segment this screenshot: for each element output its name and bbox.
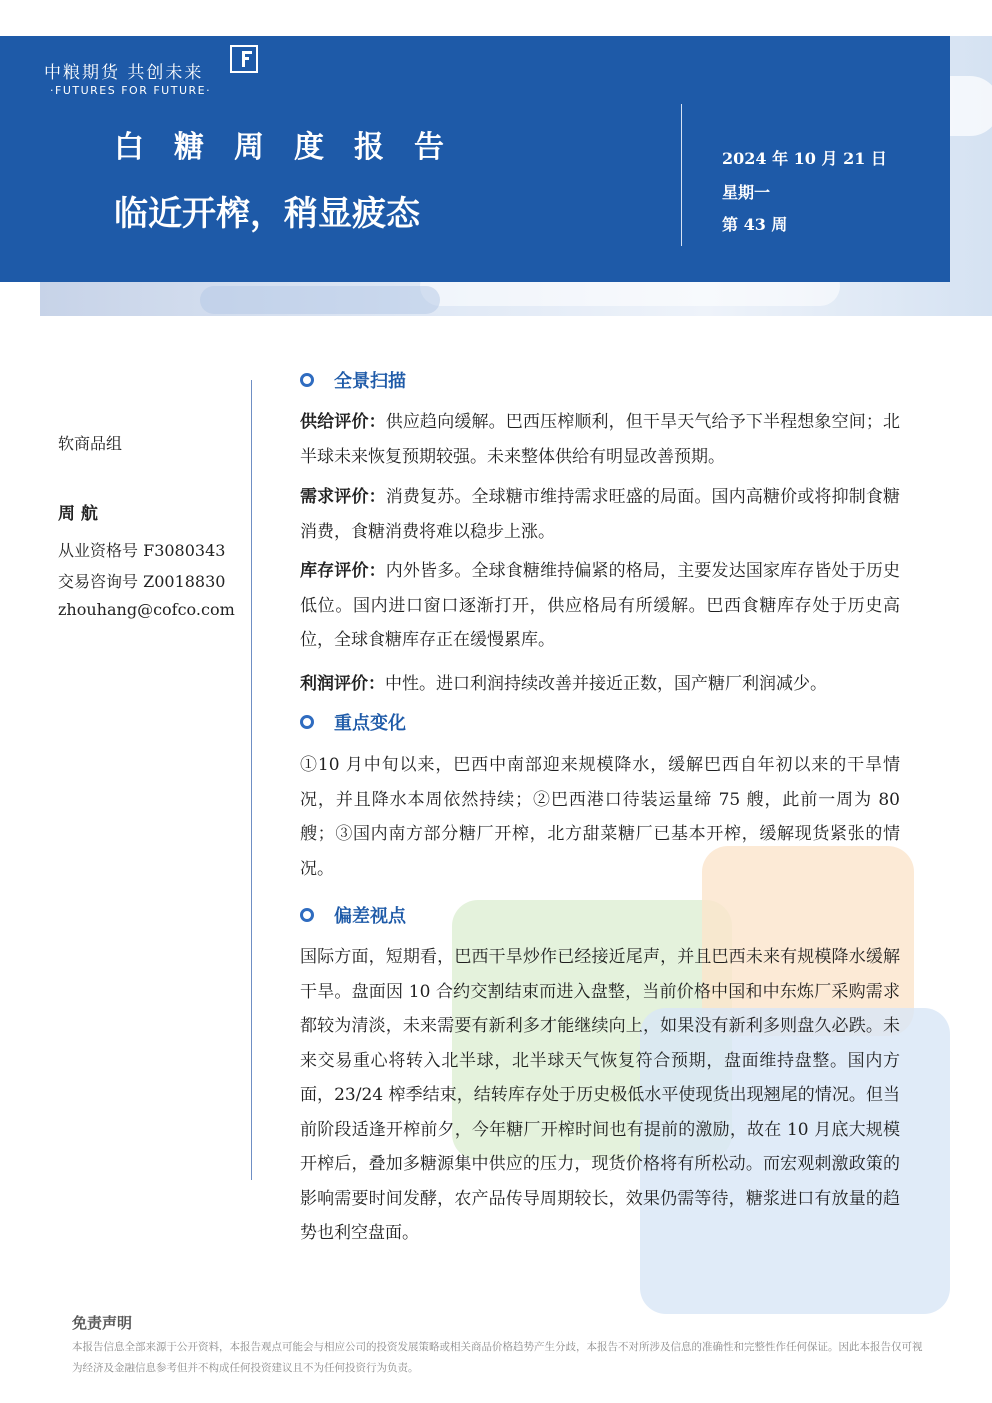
company-logo-text: 中粮期货 共创未来 — [44, 63, 204, 83]
overview-profit — [300, 667, 900, 702]
overview-supply — [300, 405, 900, 474]
section-overview-heading — [300, 367, 406, 393]
view-paragraph: 国际方面，短期看，巴西干旱炒作已经接近尾声，并且巴西未来有规模降水缓解干旱。盘面因 10 合约交割结束而进入盘整，当前价格中国和中东炼厂采购需求都较为清淡，未来需要有新利多才能继续向上，如果没有新利多则盘久必跌。未来交易重心将转入北半球，北半球天气恢复符合预期，盘面维持盘整。国内方面，23/24 榨季结束，结转库存处于历史极低水平使现货出现翘尾的情况。但当前阶段适逢开榨前夕，今年糖厂开榨时间也有提前的激励，故在 10 月底大规模开榨后，叠加多糖源集中供应的压力，现货价格将有所松动。而宏观刺激政策的影响需要时间发酵，农产品传导周期较长，效果仍需等待，糖浆进口有放量的趋势也利空盘面。 — [300, 947, 900, 1243]
overview-demand — [300, 480, 900, 549]
section-view-heading — [300, 902, 406, 928]
report-weekday: 星期一 — [722, 183, 771, 202]
report-headline: 临近开榨，稍显疲态 — [114, 194, 420, 234]
header-divider — [681, 104, 682, 246]
overview-label: 供给评价： — [300, 412, 386, 432]
author-name: 周 航 — [58, 504, 98, 524]
bullet-circle-icon — [300, 373, 314, 387]
section-title: 全景扫描 — [334, 371, 406, 392]
author-consulting-id: 交易咨询号 Z0018830 — [58, 572, 226, 591]
report-week: 第 43 周 — [722, 215, 788, 234]
disclaimer-text: 本报告信息全部来源于公开资料，本报告观点可能会与相应公司的投资发展策略或相关商品价格趋势产生分歧，本报告不对所涉及信息的准确性和完整性作任何保证。因此本报告仅可视为经济及金融信息参考但并不构成任何投资建议且不为任何投资行为负责。 — [72, 1341, 923, 1374]
bullet-circle-icon — [300, 908, 314, 922]
overview-text: 供应趋向缓解。巴西压榨顺利，但干旱天气给予下半程想象空间；北半球未来恢复预期较强。未来整体供给有明显改善预期。 — [300, 412, 901, 467]
section-title: 偏差视点 — [334, 906, 406, 927]
column-divider — [251, 380, 252, 1180]
overview-text: 消费复苏。全球糖市维持需求旺盛的局面。国内高糖价或将抑制食糖消费，食糖消费将难以稳步上涨。 — [300, 487, 901, 542]
report-type: 白糖周度报告 — [114, 130, 474, 165]
section-changes-heading — [300, 709, 406, 735]
author-email[interactable]: zhouhang@cofco.com — [58, 600, 235, 619]
report-date: 2024 年 10 月 21 日 — [722, 149, 887, 168]
overview-text: 内外皆多。全球食糖维持偏紧的格局，主要发达国家库存皆处于历史低位。国内进口窗口逐渐打开，供应格局有所缓解。巴西食糖库存处于历史高位，全球食糖库存正在缓慢累库。 — [300, 561, 901, 650]
author-group: 软商品组 — [58, 434, 123, 453]
overview-label: 需求评价： — [300, 487, 386, 507]
overview-text: 中性。进口利润持续改善并接近正数，国产糖厂利润减少。 — [385, 674, 827, 694]
bullet-circle-icon — [300, 715, 314, 729]
overview-inventory — [300, 554, 900, 658]
author-qualification: 从业资格号 F3080343 — [58, 541, 226, 560]
disclaimer-title: 免责声明 — [72, 1314, 133, 1332]
overview-label: 库存评价： — [300, 561, 386, 581]
overview-label: 利润评价： — [300, 674, 385, 694]
changes-paragraph: ①10 月中旬以来，巴西中南部迎来规模降水，缓解巴西自年初以来的干旱情况，并且降水本周依然持续；②巴西港口待装运量缔 75 艘，此前一周为 80 艘；③国内南方部分糖厂开榨，北方甜菜糖厂已基本开榨，缓解现货紧张的情况。 — [300, 755, 900, 879]
company-slogan-en: ·FUTURES FOR FUTURE· — [50, 84, 212, 97]
section-title: 重点变化 — [334, 713, 406, 734]
company-logo-icon — [230, 45, 258, 73]
